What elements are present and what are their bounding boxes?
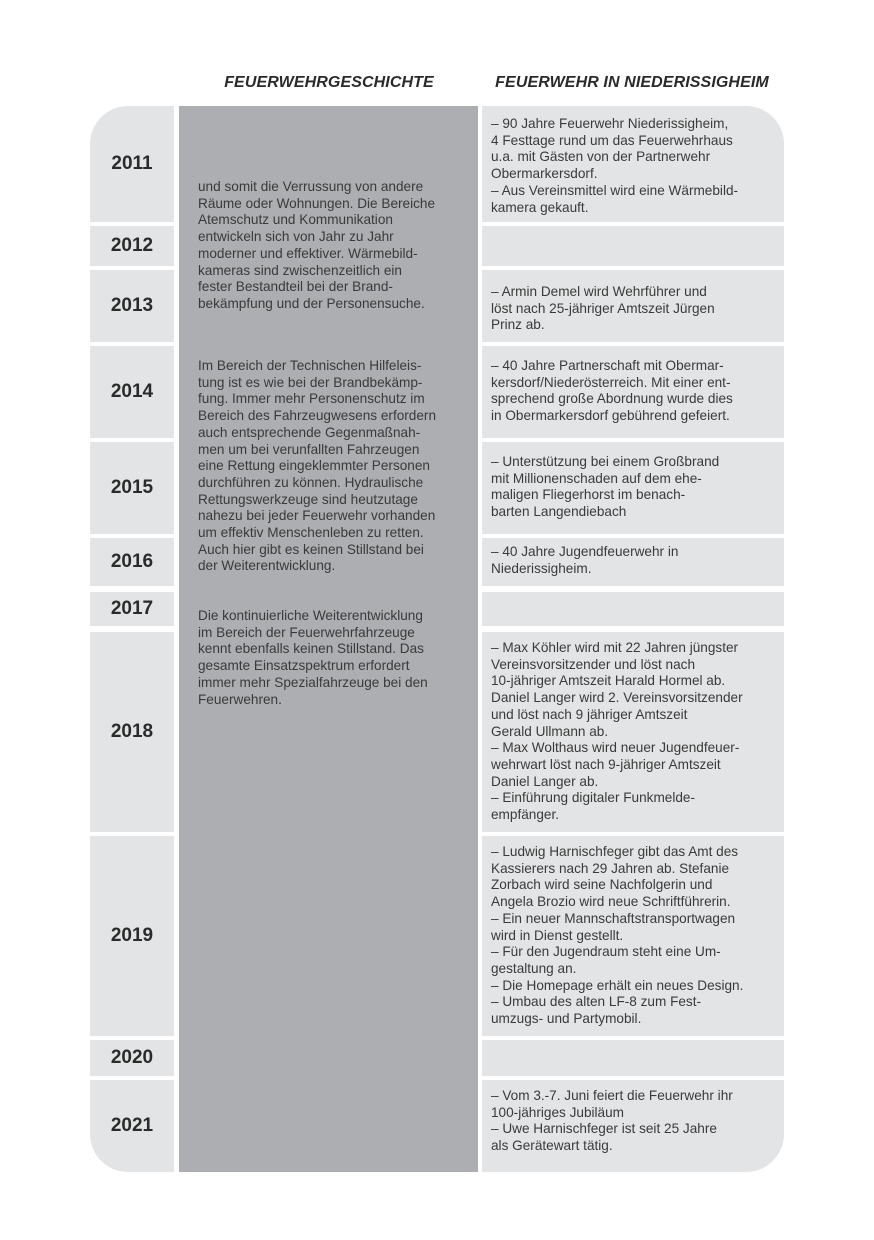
event-cell-2017 (482, 592, 784, 626)
event-cell-2019: – Ludwig Harnischfeger gibt das Amt des Kassierers nach 29 Jahren ab. Stefanie Zorbach wird seine Nachfolgerin und Angela Brozio wird neue Schriftführerin. – Ein neuer Mannschaftstransportwagen wird in Dienst gestellt. – Für den Jugendraum steht eine Um- gestaltung an. – Die Homepage erhält ein neues Design. – Umbau des alten LF-8 zum Fest- umzugs- und Partymobil. (482, 836, 784, 1036)
year-cell-2019: 2019 (90, 836, 174, 1036)
header-feuerwehr-niederissigheim: FEUERWEHR IN NIEDERISSIGHEIM (495, 74, 769, 91)
history-paragraph-3: Die kontinuierliche Weiterentwicklung im Bereich der Feuerwehrfahrzeuge kennt ebenfalls keinen Stillstand. Das gesamte Einsatzspektrum erfordert immer mehr Spezialfahrzeuge bei den Feuerwehren. (198, 608, 428, 707)
year-cell-2018: 2018 (90, 632, 174, 832)
event-cell-2018: – Max Köhler wird mit 22 Jahren jüngster Vereinsvorsitzender und löst nach 10-jähriger Amtszeit Harald Hormel ab. Daniel Langer wird 2. Vereinsvorsitzender und löst nach 9 jähriger Amtszeit Gerald Ullmann ab. – Max Wolthaus wird neuer Jugendfeuer- wehrwart löst nach 9-jähriger Amtszeit Daniel Langer ab. – Einführung digitaler Funkmelde- empfänger. (482, 632, 784, 832)
event-cell-2015: – Unterstützung bei einem Großbrand mit Millionenschaden auf dem ehe- maligen Fliegerhorst im benach- barten Langendiebach (482, 442, 784, 534)
chronicle-table (90, 106, 784, 1172)
history-paragraph-1: und somit die Verrussung von andere Räume oder Wohnungen. Die Bereiche Atemschutz und Kommunikation entwickeln sich von Jahr zu Jahr moderner und effektiver. Wärmebild- kameras sind zwischenzeitlich ein fester Bestandteil bei der Brand- bekämpfung und der Personensuche. (198, 179, 436, 311)
header-feuerwehrgeschichte: FEUERWEHRGESCHICHTE (224, 74, 434, 91)
year-cell-2021: 2021 (90, 1080, 174, 1172)
year-cell-2015: 2015 (90, 442, 174, 534)
year-cell-2014: 2014 (90, 346, 174, 438)
event-cell-2020 (482, 1040, 784, 1076)
event-cell-2013: – Armin Demel wird Wehrführer und löst nach 25-jähriger Amtszeit Jürgen Prinz ab. (482, 270, 784, 342)
event-cell-2012 (482, 226, 784, 266)
year-cell-2013: 2013 (90, 270, 174, 342)
year-cell-2017: 2017 (90, 592, 174, 626)
event-cell-2021: – Vom 3.-7. Juni feiert die Feuerwehr ihr 100-jähriges Jubiläum – Uwe Harnischfeger ist seit 25 Jahre als Gerätewart tätig. (482, 1080, 784, 1172)
year-cell-2020: 2020 (90, 1040, 174, 1076)
year-cell-2016: 2016 (90, 538, 174, 586)
event-cell-2014: – 40 Jahre Partnerschaft mit Obermar- kersdorf/Niederösterreich. Mit einer ent- sprechend große Abordnung wurde dies in Obermarkersdorf gebührend gefeiert. (482, 346, 784, 438)
year-cell-2012: 2012 (90, 226, 174, 266)
event-cell-2011: – 90 Jahre Feuerwehr Niederissigheim, 4 Festtage rund um das Feuerwehrhaus u.a. mit Gästen von der Partnerwehr Obermarkersdorf. – Aus Vereinsmittel wird eine Wärmebild- kamera gekauft. (482, 106, 784, 222)
year-cell-2011: 2011 (90, 106, 174, 222)
event-cell-2016: – 40 Jahre Jugendfeuerwehr in Niederissigheim. (482, 538, 784, 586)
history-paragraph-2: Im Bereich der Technischen Hilfeleis- tung ist es wie bei der Brandbekämp- fung. Immer mehr Personenschutz im Bereich des Fahrzeugwesens erfordern auch entsprechende Gegenmaßnah- men um bei verunfallten Fahrzeugen eine Rettung eingeklemmter Personen durchführen zu können. Hydraulische Rettungswerkzeuge sind heutzutage nahezu bei jeder Feuerwehr vorhanden um effektiv Menschenleben zu retten. Auch hier gibt es keinen Stillstand bei der Weiterentwicklung. (198, 358, 437, 574)
